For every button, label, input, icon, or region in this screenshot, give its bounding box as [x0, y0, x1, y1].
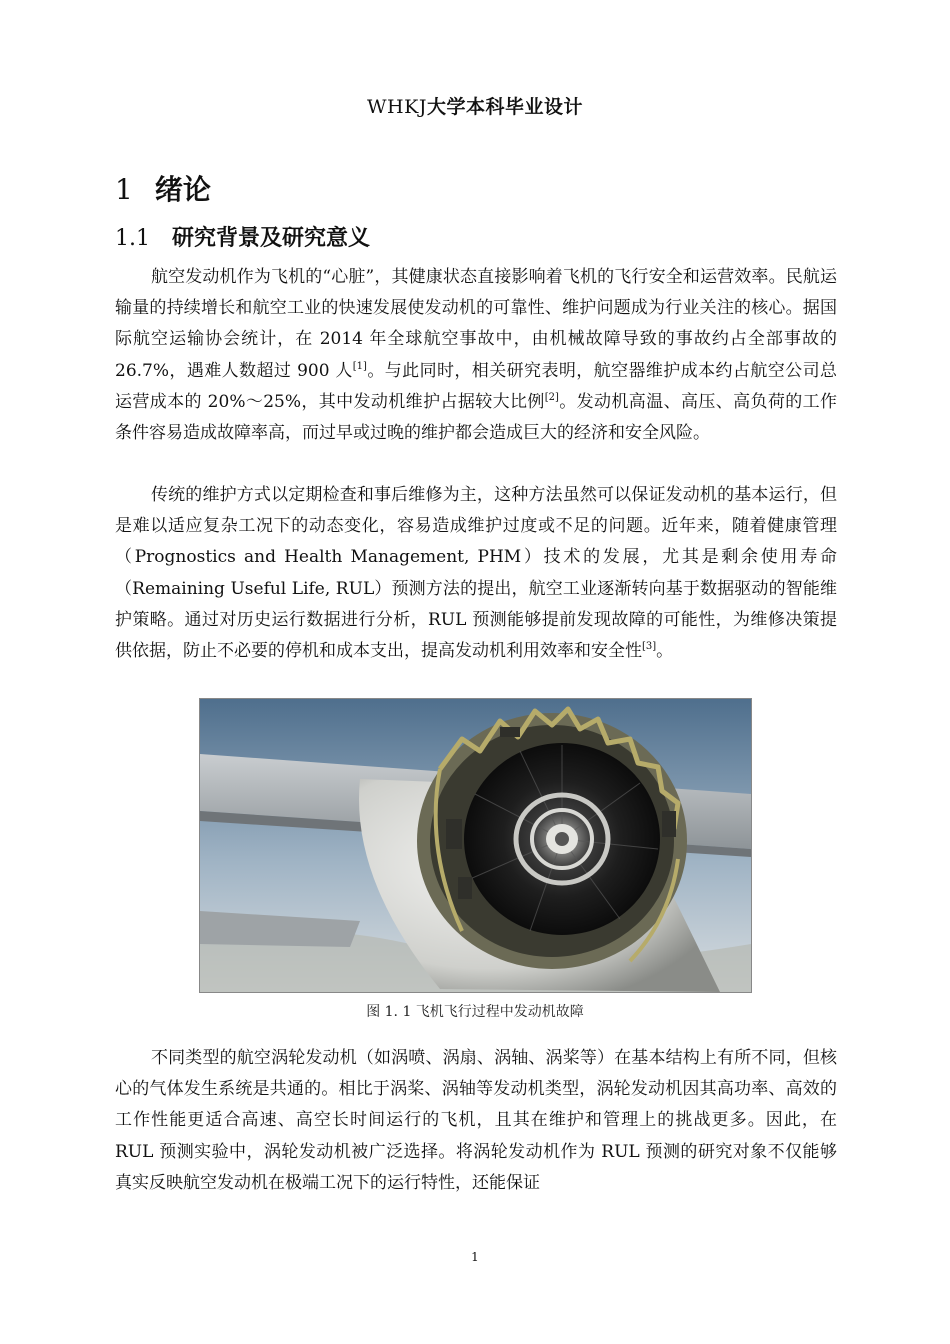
- citation-3: [3]: [642, 641, 657, 653]
- section-heading: [115, 221, 370, 252]
- chapter-number: 1: [115, 173, 133, 206]
- chapter-heading: [115, 168, 211, 208]
- figure-caption: 图 1. 1 飞机飞行过程中发动机故障: [366, 1004, 584, 1020]
- engine-failure-photo: [199, 698, 752, 993]
- paragraph-background: [115, 262, 837, 449]
- page-number: 1: [471, 1250, 479, 1264]
- paragraph2-text-a: 传统的维护方式以定期检查和事后维修为主，这种方法虽然可以保证发动机的基本运行，但是难以适应复杂工况下的动态变化，容易造成维护过度或不足的问题。近年来，随着健康管理（Prognostics and Health Management, PHM）技术的发展，尤其是剩余使用寿命（Remaining Useful Life, RUL）预测方法的提出，航空工业逐渐转向基于数据驱动的智能维护策略。通过对历史运行数据进行分析，RUL 预测能够提前发现故障的可能性，为维修决策提供依据，防止不必要的停机和成本支出，提高发动机利用效率和安全性: [115, 485, 837, 662]
- paragraph1-text-a: 航空发动机作为飞机的“心脏”，其健康状态直接影响着飞机的飞行安全和运营效率。民航运输量的持续增长和航空工业的快速发展使发动机的可靠性、维护问题成为行业关注的核心。据国际航空运输协会统计，在 2014 年全球航空事故中，由机械故障导致的事故约占全部事故的 26.7%，遇难人数超过 900 人: [115, 267, 837, 381]
- citation-2: [2]: [544, 391, 559, 403]
- paragraph1-text-c: 。发动机高温、高压、高负荷的工作条件容易造成故障率高，而过早或过晚的维护都会造成巨大的经济和安全风险。: [115, 391, 837, 444]
- section-number: 1.1: [115, 226, 150, 251]
- citation-1: [1]: [352, 360, 367, 372]
- section-title: 研究背景及研究意义: [172, 225, 371, 251]
- header-title: 大学本科毕业设计: [426, 96, 583, 118]
- paragraph1-text-b: 。与此同时，相关研究表明，航空器维护成本约占航空公司总运营成本的 20%～25%，其中发动机维护占据较大比例: [115, 360, 837, 412]
- paragraph-turbine-engines: [115, 1043, 837, 1199]
- paragraph-maintenance: [115, 480, 837, 667]
- header-prefix: WHKJ: [367, 96, 427, 118]
- running-header: [0, 92, 950, 119]
- paragraph3-text: 不同类型的航空涡轮发动机（如涡喷、涡扇、涡轴、涡桨等）在基本结构上有所不同，但核心的气体发生系统是共通的。相比于涡桨、涡轴等发动机类型，涡轮发动机因其高功率、高效的工作性能更适合高速、高空长时间运行的飞机，且其在维护和管理上的挑战更多。因此，在 RUL 预测实验中，涡轮发动机被广泛选择。将涡轮发动机作为 RUL 预测的研究对象不仅能够真实反映航空发动机在极端工况下的运行特性，还能保证: [115, 1048, 837, 1193]
- paragraph2-text-b: 。: [656, 641, 674, 662]
- chapter-title: 绪论: [154, 173, 211, 206]
- engine-failure-illustration: [200, 699, 751, 992]
